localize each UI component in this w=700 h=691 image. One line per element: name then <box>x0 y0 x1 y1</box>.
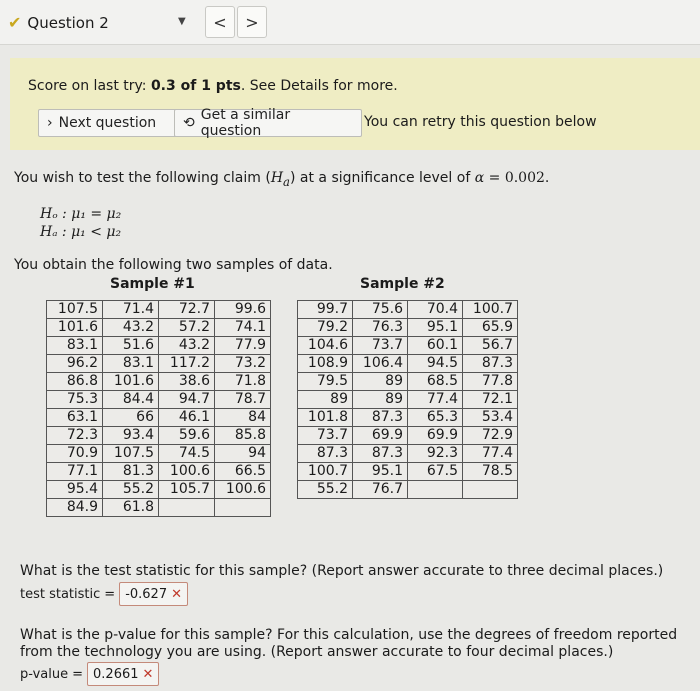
obtain-text: You obtain the following two samples of data. <box>14 257 333 273</box>
table-row <box>298 337 518 355</box>
table-cell: 70.9 <box>47 445 103 463</box>
table-cell: 79.2 <box>298 319 353 337</box>
table-cell: 74.5 <box>159 445 215 463</box>
table-row <box>47 409 271 427</box>
table-cell: 87.3 <box>298 445 353 463</box>
table-cell: 94 <box>215 445 271 463</box>
table-cell: 46.1 <box>159 409 215 427</box>
table-cell: 93.4 <box>103 427 159 445</box>
alpha-symbol: α <box>474 170 485 186</box>
alternative-hypothesis: Hₐ : μ₁ < μ₂ <box>40 224 122 240</box>
table-row <box>47 391 271 409</box>
table-cell: 63.1 <box>47 409 103 427</box>
table-row <box>47 319 271 337</box>
next-question-arrow-button[interactable] <box>237 6 267 38</box>
table-cell: 95.1 <box>353 463 408 481</box>
table-cell: 99.7 <box>298 301 353 319</box>
table-cell: 38.6 <box>159 373 215 391</box>
retry-text: You can retry this question below <box>364 114 597 130</box>
table-row <box>47 373 271 391</box>
table-cell: 65.9 <box>463 319 518 337</box>
score-value: 0.3 of 1 pts <box>150 78 241 94</box>
table-row <box>47 337 271 355</box>
table-cell: 94.7 <box>159 391 215 409</box>
table-cell: 79.5 <box>298 373 353 391</box>
table-cell: 78.5 <box>463 463 518 481</box>
table-cell: 89 <box>298 391 353 409</box>
table-cell <box>215 499 271 517</box>
pvalue-input[interactable]: 0.2661 ✕ <box>87 662 159 686</box>
table-cell: 83.1 <box>47 337 103 355</box>
table-cell <box>159 499 215 517</box>
partial-check-icon: ✔ <box>8 13 22 32</box>
sample1-title: Sample #1 <box>110 276 195 292</box>
table-cell: 77.4 <box>463 445 518 463</box>
table-cell: 86.8 <box>47 373 103 391</box>
table-cell: 72.7 <box>159 301 215 319</box>
table-row <box>298 481 518 499</box>
table-cell <box>463 481 518 499</box>
sample2-table <box>297 300 518 499</box>
table-cell: 59.6 <box>159 427 215 445</box>
table-row <box>298 463 518 481</box>
table-cell: 99.6 <box>215 301 271 319</box>
table-cell: 107.5 <box>47 301 103 319</box>
table-cell: 57.2 <box>159 319 215 337</box>
table-cell: 67.5 <box>408 463 463 481</box>
table-cell: 94.5 <box>408 355 463 373</box>
table-cell: 92.3 <box>408 445 463 463</box>
table-cell: 43.2 <box>159 337 215 355</box>
table-cell: 85.8 <box>215 427 271 445</box>
table-row <box>298 319 518 337</box>
alpha-value: 0.002 <box>504 170 545 186</box>
table-row <box>298 445 518 463</box>
table-cell: 70.4 <box>408 301 463 319</box>
table-cell: 68.5 <box>408 373 463 391</box>
table-cell: 71.4 <box>103 301 159 319</box>
table-cell: 95.1 <box>408 319 463 337</box>
next-arrow-icon: > <box>245 12 259 32</box>
table-row <box>298 301 518 319</box>
pvalue-label: p-value <box>20 666 69 682</box>
incorrect-x-icon: ✕ <box>142 666 154 682</box>
pvalue-answer: p-value = 0.2661 ✕ <box>20 662 159 686</box>
table-cell: 100.6 <box>215 481 271 499</box>
test-statistic-input[interactable]: -0.627 ✕ <box>119 582 188 606</box>
test-statistic-label: test statistic <box>20 586 101 602</box>
table-cell: 71.8 <box>215 373 271 391</box>
table-cell: 75.3 <box>47 391 103 409</box>
table-row <box>47 463 271 481</box>
table-row <box>298 427 518 445</box>
table-cell: 66 <box>103 409 159 427</box>
table-cell: 96.2 <box>47 355 103 373</box>
table-cell: 87.3 <box>353 409 408 427</box>
chevron-down-icon[interactable]: ▼ <box>178 16 186 27</box>
table-cell: 101.6 <box>47 319 103 337</box>
table-cell: 89 <box>353 373 408 391</box>
table-cell: 60.1 <box>408 337 463 355</box>
table-row <box>298 355 518 373</box>
score-text: Score on last try: 0.3 of 1 pts. See Details for more. <box>28 78 398 94</box>
table-cell: 73.7 <box>353 337 408 355</box>
table-cell: 65.3 <box>408 409 463 427</box>
table-cell <box>408 481 463 499</box>
table-row <box>47 301 271 319</box>
sample2-title: Sample #2 <box>360 276 445 292</box>
null-hypothesis: Hₒ : μ₁ = μ₂ <box>40 206 122 222</box>
table-cell: 105.7 <box>159 481 215 499</box>
table-cell: 74.1 <box>215 319 271 337</box>
table-row <box>47 499 271 517</box>
table-cell: 69.9 <box>353 427 408 445</box>
table-row <box>47 427 271 445</box>
similar-question-button[interactable]: ⟲ Get a similar question <box>174 109 362 137</box>
table-cell: 72.9 <box>463 427 518 445</box>
table-cell: 95.4 <box>47 481 103 499</box>
refresh-icon: ⟲ <box>183 115 195 131</box>
table-cell: 84.4 <box>103 391 159 409</box>
table-cell: 100.7 <box>463 301 518 319</box>
score-banner <box>10 58 700 150</box>
table-cell: 100.6 <box>159 463 215 481</box>
ha-symbol: $H_a$ <box>270 170 290 189</box>
next-question-button[interactable]: › Next question <box>38 109 182 137</box>
table-cell: 101.8 <box>298 409 353 427</box>
table-cell: 106.4 <box>353 355 408 373</box>
table-cell: 101.6 <box>103 373 159 391</box>
table-cell: 55.2 <box>298 481 353 499</box>
table-row <box>47 445 271 463</box>
question-selector[interactable] <box>8 13 109 32</box>
table-cell: 75.6 <box>353 301 408 319</box>
table-row <box>47 481 271 499</box>
table-cell: 84 <box>215 409 271 427</box>
table-cell: 78.7 <box>215 391 271 409</box>
table-row <box>298 373 518 391</box>
question-label: Question 2 <box>27 13 109 32</box>
table-cell: 100.7 <box>298 463 353 481</box>
table-cell: 77.4 <box>408 391 463 409</box>
table-cell: 81.3 <box>103 463 159 481</box>
table-cell: 107.5 <box>103 445 159 463</box>
question-header <box>0 0 700 45</box>
test-statistic-question: What is the test statistic for this sample? (Report answer accurate to three decimal places.) <box>20 563 664 579</box>
table-cell: 66.5 <box>215 463 271 481</box>
problem-area <box>0 150 700 691</box>
table-cell: 43.2 <box>103 319 159 337</box>
table-cell: 76.7 <box>353 481 408 499</box>
table-cell: 84.9 <box>47 499 103 517</box>
table-cell: 72.3 <box>47 427 103 445</box>
problem-prompt: You wish to test the following claim $(H_a)$ at a significance level of α = 0.002. <box>14 170 550 189</box>
table-cell: 87.3 <box>353 445 408 463</box>
sample1-table <box>46 300 271 517</box>
table-cell: 61.8 <box>103 499 159 517</box>
prev-question-button[interactable] <box>205 6 235 38</box>
table-row <box>298 409 518 427</box>
table-cell: 55.2 <box>103 481 159 499</box>
table-cell: 108.9 <box>298 355 353 373</box>
table-cell: 72.1 <box>463 391 518 409</box>
table-cell: 73.7 <box>298 427 353 445</box>
table-cell: 51.6 <box>103 337 159 355</box>
table-cell: 73.2 <box>215 355 271 373</box>
table-cell: 69.9 <box>408 427 463 445</box>
table-cell: 77.9 <box>215 337 271 355</box>
table-cell: 77.8 <box>463 373 518 391</box>
incorrect-x-icon: ✕ <box>171 586 183 602</box>
table-cell: 104.6 <box>298 337 353 355</box>
table-cell: 87.3 <box>463 355 518 373</box>
prev-arrow-icon: < <box>213 12 227 32</box>
table-cell: 83.1 <box>103 355 159 373</box>
table-cell: 117.2 <box>159 355 215 373</box>
chevron-right-icon: › <box>47 115 53 131</box>
table-cell: 89 <box>353 391 408 409</box>
table-row <box>298 391 518 409</box>
test-statistic-answer: test statistic = -0.627 ✕ <box>20 582 188 606</box>
table-row <box>47 355 271 373</box>
table-cell: 53.4 <box>463 409 518 427</box>
table-cell: 56.7 <box>463 337 518 355</box>
pvalue-question: What is the p-value for this sample? For this calculation, use the degrees of freedom reported from the technology you are using. (Report answer accurate to four decimal places.) <box>20 627 678 660</box>
table-cell: 77.1 <box>47 463 103 481</box>
table-cell: 76.3 <box>353 319 408 337</box>
